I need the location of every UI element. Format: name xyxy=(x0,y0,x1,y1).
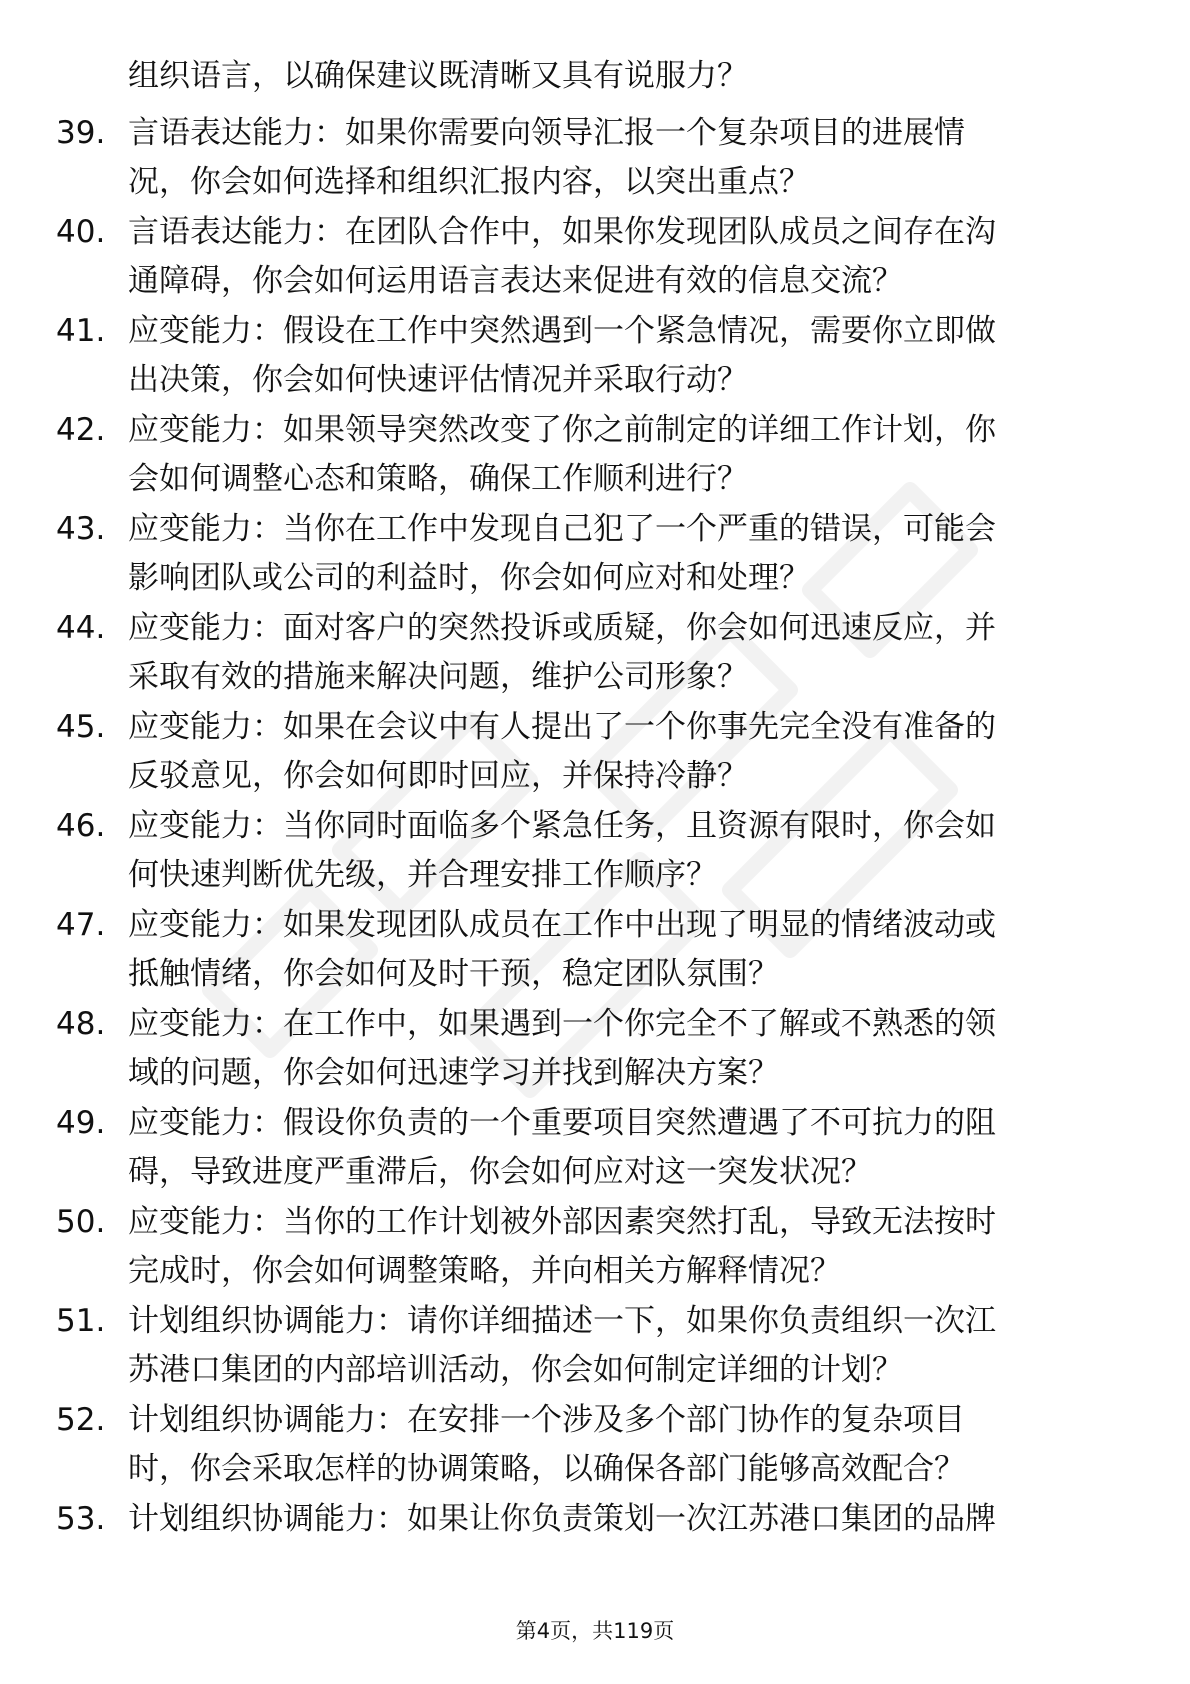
question-text: 应变能力：当你在工作中发现自己犯了一个严重的错误，可能会 xyxy=(128,511,996,547)
question-number: 40. xyxy=(56,214,106,250)
question-text: 应变能力：面对客户的突然投诉或质疑，你会如何迅速反应，并 xyxy=(128,610,996,646)
question-number: 51. xyxy=(56,1303,106,1339)
question-text: 苏港口集团的内部培训活动，你会如何制定详细的计划？ xyxy=(128,1352,903,1388)
question-text: 言语表达能力：在团队合作中，如果你发现团队成员之间存在沟 xyxy=(128,214,996,250)
question-number: 50. xyxy=(56,1204,106,1240)
list-item xyxy=(0,1295,996,1394)
question-text: 完成时，你会如何调整策略，并向相关方解释情况？ xyxy=(128,1253,841,1289)
list-item xyxy=(0,1196,996,1295)
question-text: 采取有效的措施来解决问题，维护公司形象？ xyxy=(128,659,748,695)
question-text: 言语表达能力：如果你需要向领导汇报一个复杂项目的进展情 xyxy=(128,115,965,151)
list-item xyxy=(0,899,996,998)
question-text: 计划组织协调能力：如果让你负责策划一次江苏港口集团的品牌 xyxy=(128,1501,996,1537)
question-text: 通障碍，你会如何运用语言表达来促进有效的信息交流？ xyxy=(128,263,903,299)
question-text: 况，你会如何选择和组织汇报内容，以突出重点？ xyxy=(128,164,810,200)
question-text: 应变能力：当你同时面临多个紧急任务，且资源有限时，你会如 xyxy=(128,808,996,844)
question-number: 44. xyxy=(56,610,106,646)
question-text: 应变能力：在工作中，如果遇到一个你完全不了解或不熟悉的领 xyxy=(128,1006,996,1042)
page-number-footer: 第4页，共119页 xyxy=(515,1619,675,1643)
question-number: 45. xyxy=(56,709,106,745)
question-number: 43. xyxy=(56,511,106,547)
list-item xyxy=(0,1493,996,1592)
list-item xyxy=(0,206,996,305)
question-text: 时，你会采取怎样的协调策略，以确保各部门能够高效配合？ xyxy=(128,1451,965,1487)
question-text: 应变能力：如果发现团队成员在工作中出现了明显的情绪波动或 xyxy=(128,907,996,943)
list-item xyxy=(0,107,996,206)
question-number: 47. xyxy=(56,907,106,943)
question-text: 应变能力：假设在工作中突然遇到一个紧急情况，需要你立即做 xyxy=(128,313,996,349)
list-item xyxy=(0,404,996,503)
question-text: 碍，导致进度严重滞后，你会如何应对这一突发状况？ xyxy=(128,1154,872,1190)
question-text: 应变能力：当你的工作计划被外部因素突然打乱，导致无法按时 xyxy=(128,1204,996,1240)
question-text: 应变能力：如果在会议中有人提出了一个你事先完全没有准备的 xyxy=(128,709,996,745)
question-number: 49. xyxy=(56,1105,106,1141)
question-text: 反驳意见，你会如何即时回应，并保持冷静？ xyxy=(128,758,748,794)
question-number: 53. xyxy=(56,1501,106,1537)
list-item xyxy=(0,503,996,602)
question-text: 会如何调整心态和策略，确保工作顺利进行？ xyxy=(128,461,748,497)
list-item xyxy=(0,701,996,800)
question-text: 影响团队或公司的利益时，你会如何应对和处理？ xyxy=(128,560,810,596)
question-number: 41. xyxy=(56,313,106,349)
question-text: 域的问题，你会如何迅速学习并找到解决方案？ xyxy=(128,1055,779,1091)
question-text: 计划组织协调能力：在安排一个涉及多个部门协作的复杂项目 xyxy=(128,1402,965,1438)
question-text: 计划组织协调能力：请你详细描述一下，如果你负责组织一次江 xyxy=(128,1303,996,1339)
list-item xyxy=(0,1394,996,1493)
question-text: 应变能力：假设你负责的一个重要项目突然遭遇了不可抗力的阻 xyxy=(128,1105,996,1141)
question-list xyxy=(0,107,996,1592)
question-text: 出决策，你会如何快速评估情况并采取行动？ xyxy=(128,362,748,398)
continuation-line: 组织语言，以确保建议既清晰又具有说服力？ xyxy=(128,58,748,94)
list-item xyxy=(0,602,996,701)
question-number: 39. xyxy=(56,115,106,151)
question-number: 42. xyxy=(56,412,106,448)
list-item xyxy=(0,998,996,1097)
list-item xyxy=(0,800,996,899)
list-item xyxy=(0,305,996,404)
question-text: 抵触情绪，你会如何及时干预，稳定团队氛围？ xyxy=(128,956,779,992)
question-number: 48. xyxy=(56,1006,106,1042)
question-number: 52. xyxy=(56,1402,106,1438)
list-item xyxy=(0,1097,996,1196)
question-number: 46. xyxy=(56,808,106,844)
question-text: 应变能力：如果领导突然改变了你之前制定的详细工作计划，你 xyxy=(128,412,996,448)
question-text: 何快速判断优先级，并合理安排工作顺序？ xyxy=(128,857,717,893)
